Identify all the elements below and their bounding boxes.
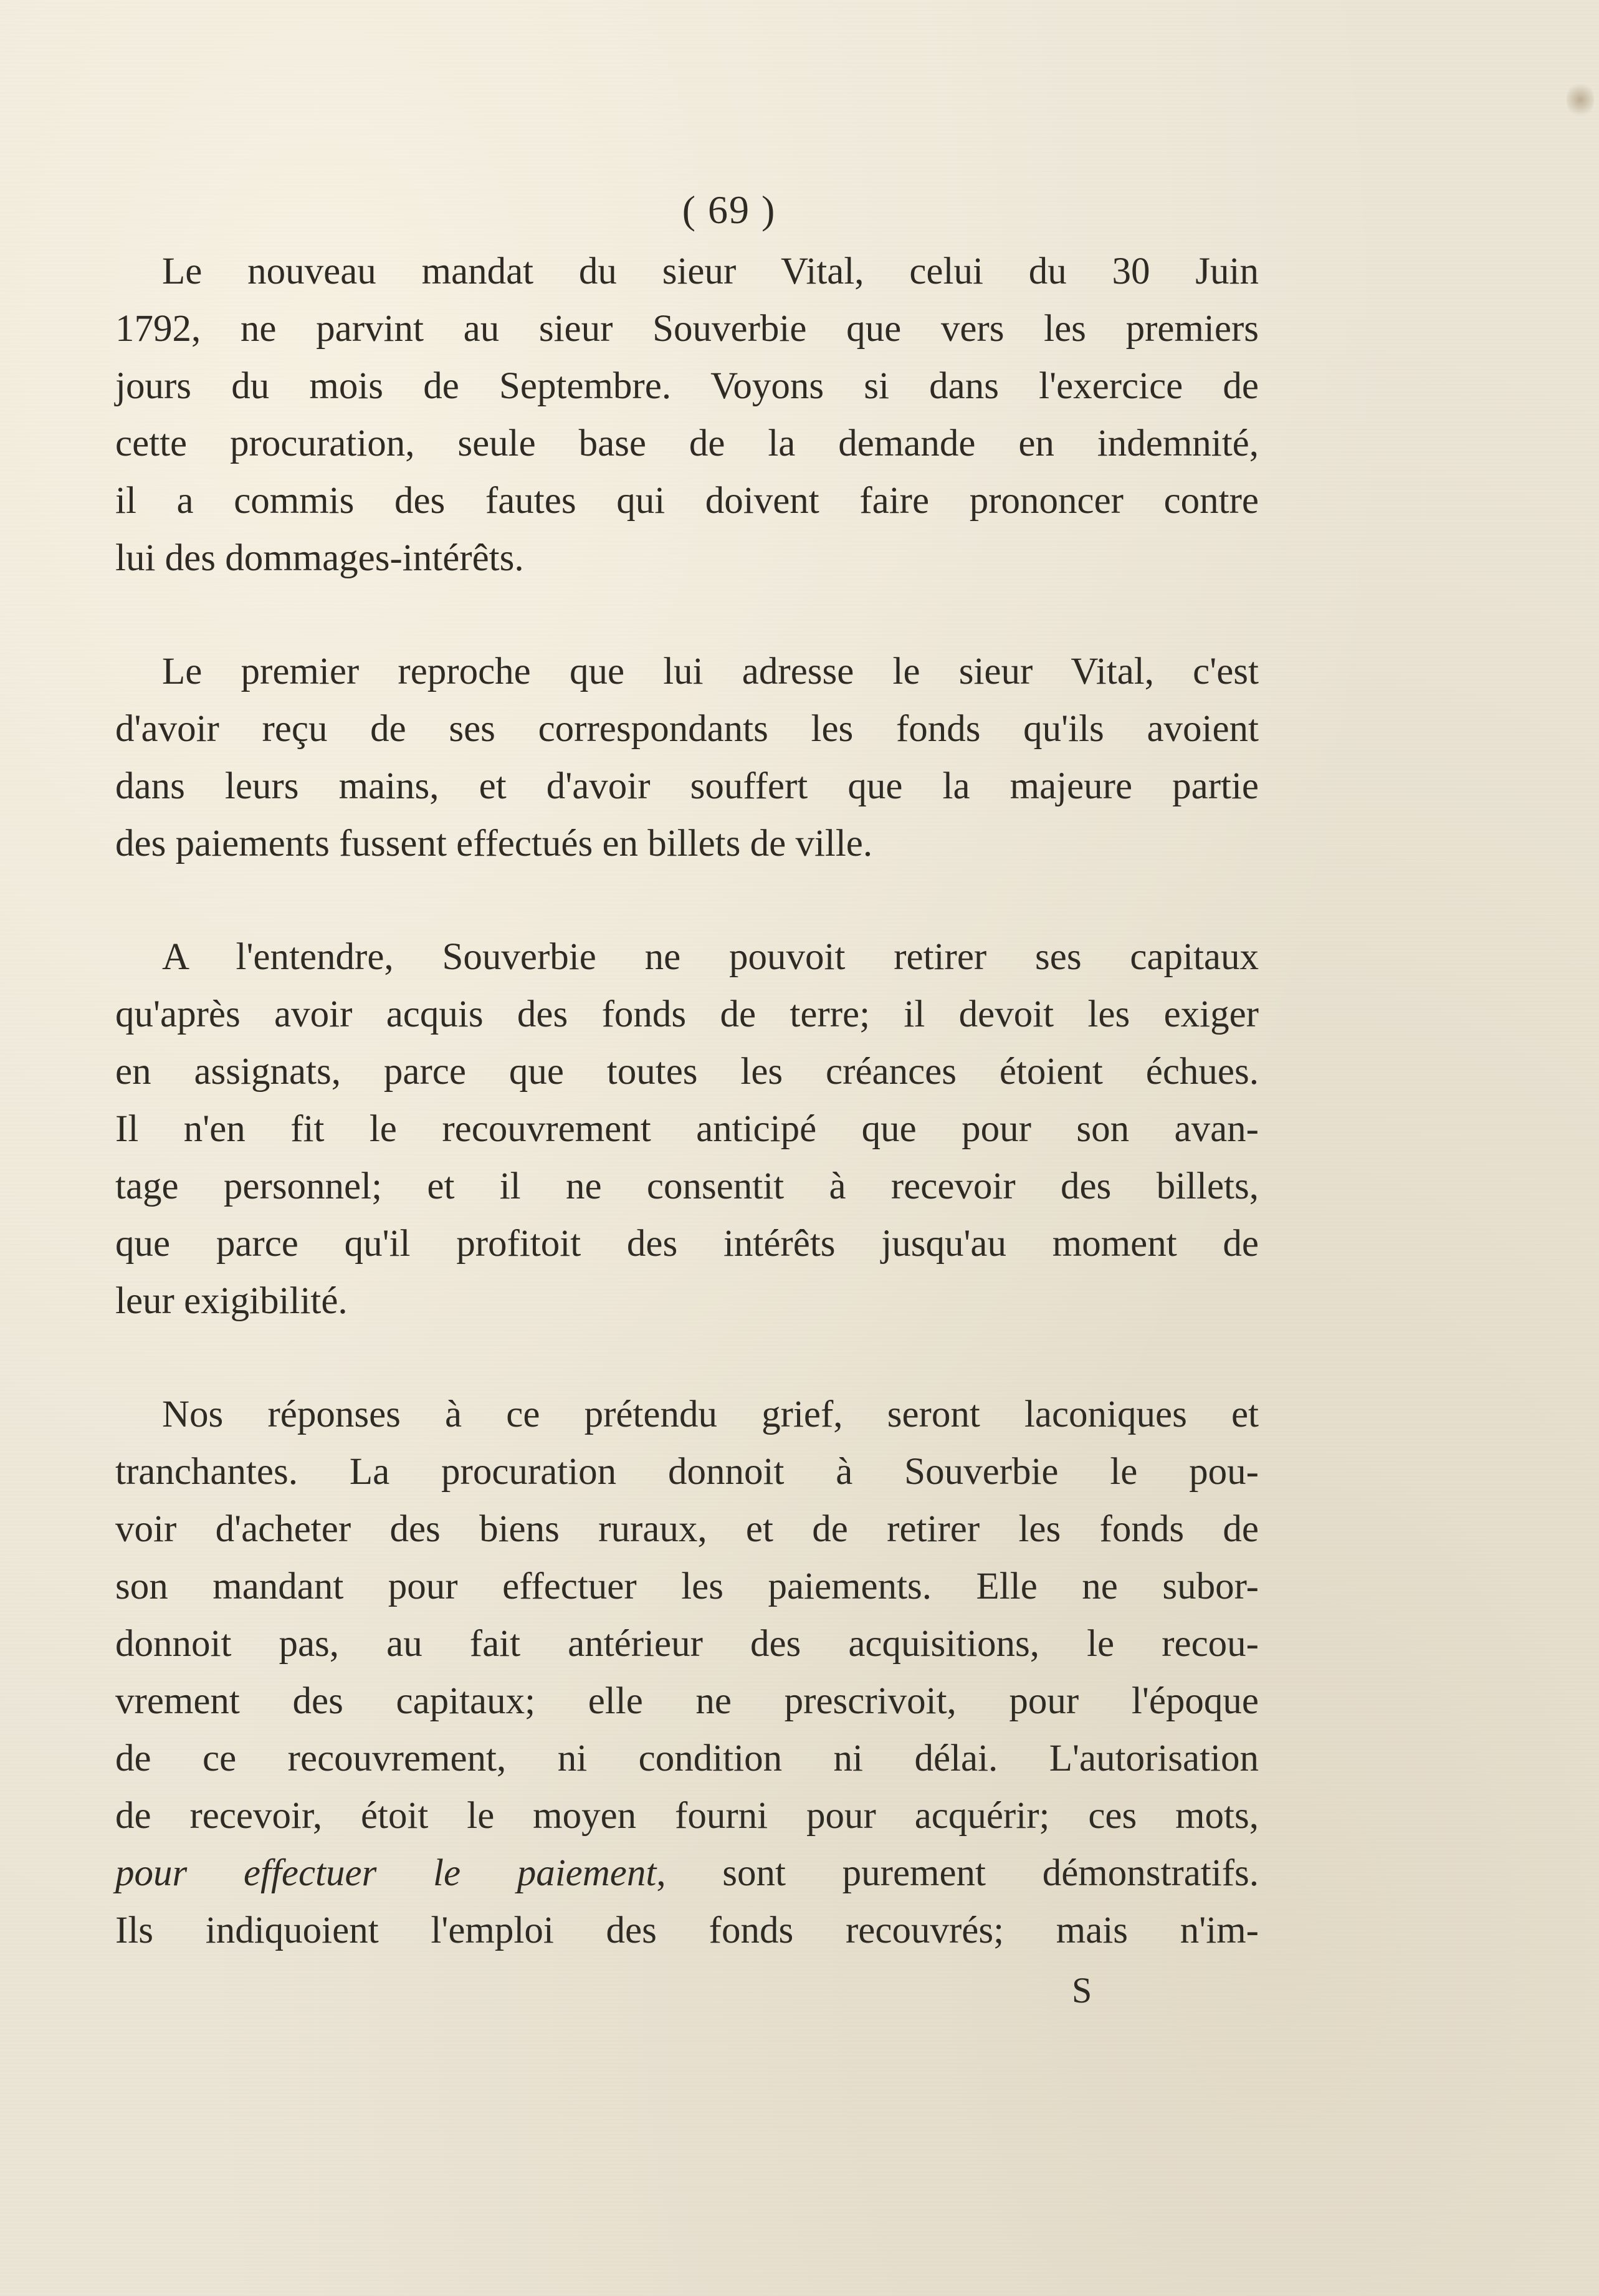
paragraph-4 — [115, 1386, 1259, 1959]
paper-stain — [1567, 81, 1594, 118]
text-line: des paiements fussent effectués en billets de ville. — [115, 823, 873, 864]
text-line: donnoit pas, au fait antérieur des acquisitions, le recou- — [115, 1623, 1259, 1665]
text-line: voir d'acheter des biens ruraux, et de retirer les fonds de — [115, 1508, 1259, 1550]
text-fragment: , sont purement démonstratifs. — [656, 1852, 1259, 1894]
text-line: tranchantes. La procuration donnoit à Souverbie le pou- — [115, 1451, 1259, 1493]
text-line: vrement des capitaux; elle ne prescrivoit, pour l'époque — [115, 1680, 1259, 1722]
text-line: de recevoir, étoit le moyen fourni pour acquérir; ces mots, — [115, 1795, 1259, 1837]
text-line: cette procuration, seule base de la demande en indemnité, — [115, 423, 1259, 464]
signature-mark: S — [1072, 1970, 1092, 2011]
text-line: lui des dommages-intérêts. — [115, 537, 524, 579]
text-line: Il n'en fit le recouvrement anticipé que pour son avan- — [115, 1108, 1259, 1150]
text-line: d'avoir reçu de ses correspondants les fonds qu'ils avoient — [115, 708, 1259, 750]
paragraph-2 — [115, 643, 1259, 873]
text-line: de ce recouvrement, ni condition ni délai. L'autorisation — [115, 1738, 1259, 1779]
text-line-italic — [115, 1845, 1259, 1902]
text-line: Ils indiquoient l'emploi des fonds recouvrés; mais n'im- — [115, 1910, 1259, 1951]
text-line: Le premier reproche que lui adresse le sieur Vital, c'est — [162, 651, 1259, 692]
text-line: dans leurs mains, et d'avoir souffert que la majeure partie — [115, 765, 1259, 807]
page-number: ( 69 ) — [682, 188, 776, 232]
text-line: leur exigibilité. — [115, 1280, 348, 1322]
text-line: tage personnel; et il ne consentit à recevoir des billets, — [115, 1165, 1259, 1207]
text-line: A l'entendre, Souverbie ne pouvoit retirer ses capitaux — [162, 936, 1259, 978]
text-line: il a commis des fautes qui doivent faire prononcer contre — [115, 480, 1259, 522]
paragraph-1 — [115, 243, 1259, 587]
paragraph-3 — [115, 929, 1259, 1330]
text-line: en assignats, parce que toutes les créances étoient échues. — [115, 1051, 1259, 1093]
text-line: son mandant pour effectuer les paiements. Elle ne subor- — [115, 1566, 1259, 1607]
text-line: que parce qu'il profitoit des intérêts jusqu'au moment de — [115, 1223, 1259, 1265]
text-line: jours du mois de Septembre. Voyons si dans l'exercice de — [115, 365, 1259, 407]
italic-phrase: pour effectuer le paiement — [115, 1852, 657, 1894]
text-line: Le nouveau mandat du sieur Vital, celui du 30 Juin — [162, 251, 1259, 292]
body-text — [115, 243, 1259, 1959]
text-line: Nos réponses à ce prétendu grief, seront laconiques et — [162, 1394, 1259, 1435]
text-line: 1792, ne parvint au sieur Souverbie que vers les premiers — [115, 308, 1259, 350]
text-line: qu'après avoir acquis des fonds de terre; il devoit les exiger — [115, 993, 1259, 1035]
